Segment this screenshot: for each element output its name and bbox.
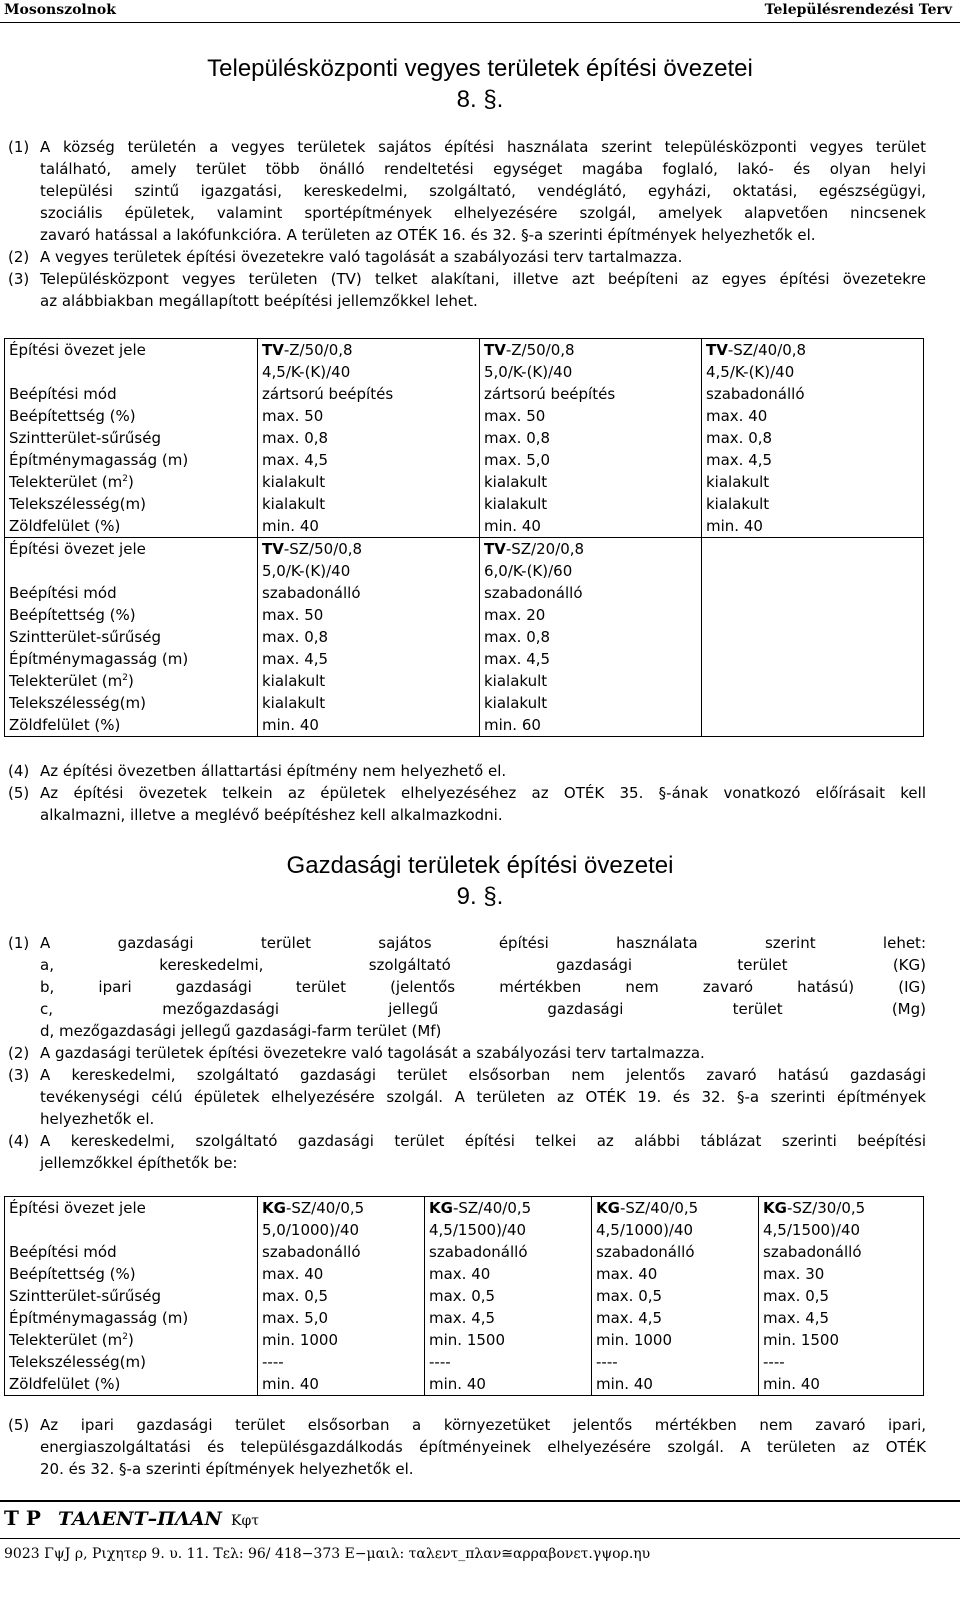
zone-column	[480, 339, 702, 538]
zone-code-rest: -SZ/40/0,5	[619, 1199, 699, 1217]
row-label: Telekterület $(m^2)$	[9, 672, 134, 690]
section1-paragraph-sign: 8. §.	[456, 86, 504, 113]
zone-value: max. 50	[262, 606, 324, 624]
paragraph-line: települési szintű igazgatási, kereskedelmi, szolgáltató, vendéglátó, egyházi, oktatási, egészségügyi,	[40, 182, 926, 200]
zone-code-rest: -SZ/30/0,5	[786, 1199, 866, 1217]
row-label: Beépítettség (%)	[9, 407, 136, 425]
table-row	[5, 339, 924, 538]
header-rule	[0, 22, 960, 23]
zone-code	[596, 1197, 758, 1219]
paragraph-number: (3)	[8, 270, 30, 288]
paragraph-number: (2)	[8, 248, 30, 266]
paragraph-line: helyezhetők el.	[40, 1110, 155, 1128]
paragraph-line: zavaró hatással a lakófunkcióra. A területen az OTÉK 16. és 32. §-a szerinti építmények helyezhetők el.	[40, 226, 816, 244]
paragraph-line: tevékenységi célú épületek elhelyezésére szolgál. A területen az OTÉK 19. és 32. §-a szerinti építmények	[40, 1088, 926, 1106]
zone-prefix: TV	[706, 341, 728, 359]
zone-value: kialakult	[484, 495, 548, 513]
paragraph-line: b, ipari gazdasági terület (jelentős mértékben nem zavaró hatású) (IG)	[40, 978, 926, 996]
row-label: Beépítési mód	[9, 385, 117, 403]
section1-after-paragraphs	[8, 760, 926, 826]
zone-column	[258, 1197, 425, 1396]
zone-value: kialakult	[484, 672, 548, 690]
paragraph-number: (2)	[8, 1044, 30, 1062]
footer-address: 9023 ΓψJ ρ, Ριχητερ 9. υ. 11. Τελ: 96/ 418−373 Ε−μαιλ: ταλεντ_πλαν≅αρραβονετ.γψορ.ηυ	[4, 1546, 651, 1562]
zone-value: max. 30	[763, 1265, 825, 1283]
section1-paragraphs	[8, 136, 926, 312]
zone-prefix: TV	[262, 341, 284, 359]
zone-value: min. 1000	[596, 1331, 672, 1349]
zone-value: ----	[262, 1353, 284, 1371]
label-column	[5, 538, 258, 737]
paragraph-number: (3)	[8, 1066, 30, 1084]
zone-value: ----	[596, 1353, 618, 1371]
paragraph-line: Az építési övezetek telkein az épületek elhelyezéséhez az OTÉK 35. §-ának vonatkozó előírásait kell	[40, 784, 926, 802]
paragraph-line: az alábbiakban megállapított beépítési jellemzőkkel lehet.	[40, 292, 478, 310]
paragraph-line: A község területén a vegyes területek sajátos építési használata szerint településközponti vegyes terület	[40, 138, 926, 156]
zone-value: zártsorú beépítés	[484, 385, 616, 403]
section1-title: Településközponti vegyes területek építési övezetei	[207, 55, 753, 82]
row-label: Beépítettség (%)	[9, 606, 136, 624]
zone-prefix: TV	[262, 540, 284, 558]
zone-value: zártsorú beépítés	[262, 385, 394, 403]
table-row	[5, 1197, 924, 1396]
paragraph-line: A gazdasági területek építési övezetekre való tagolását a szabályozási terv tartalmazza.	[40, 1044, 705, 1062]
zone-value: max. 40	[429, 1265, 491, 1283]
zone-value: szabadonálló	[262, 1243, 361, 1261]
zone-value: max. 4,5	[262, 451, 329, 469]
zone-column	[258, 339, 480, 538]
zone-value: max. 50	[262, 407, 324, 425]
zone-code-rest: -SZ/50/0,8	[283, 540, 363, 558]
paragraph	[8, 1042, 926, 1064]
row-label: Beépítési mód	[9, 1243, 117, 1261]
table-row	[5, 538, 924, 737]
zone-value: min. 1000	[262, 1331, 338, 1349]
zone-value: kialakult	[484, 694, 548, 712]
zone-column	[592, 1197, 759, 1396]
paragraph-line: Az ipari gazdasági terület elsősorban a környezetüket jelentős mértékben nem zavaró ipari,	[40, 1416, 926, 1434]
zone-code-rest: -SZ/20/0,8	[505, 540, 585, 558]
zone-prefix: TV	[484, 540, 506, 558]
row-label	[9, 361, 257, 383]
zone-value: max. 0,8	[706, 429, 773, 447]
zone-value: min. 40	[484, 517, 541, 535]
paragraph	[8, 1130, 926, 1174]
paragraph-line: Településközpont vegyes területen (TV) telket alakítani, illetve azt beépíteni az egyes építési övezetekre	[40, 270, 926, 288]
zone-code	[763, 1197, 923, 1219]
zone-value: min. 1500	[763, 1331, 839, 1349]
zone-prefix: KG	[262, 1199, 286, 1217]
zone-value: max. 40	[706, 407, 768, 425]
zone-value: kialakult	[484, 473, 548, 491]
zone-value: min. 40	[262, 716, 319, 734]
paragraph-line: 20. és 32. §-a szerinti építmények helyezhetők el.	[40, 1460, 414, 1478]
zone-code-line2: 4,5/1500)/40	[763, 1221, 861, 1239]
zone-value: kialakult	[262, 473, 326, 491]
zone-code-rest: -Z/50/0,8	[283, 341, 353, 359]
zone-value: max. 50	[484, 407, 546, 425]
paragraph	[8, 136, 926, 246]
paragraph-line: Az építési övezetben állattartási építmény nem helyezhető el.	[40, 762, 507, 780]
zone-value: min. 40	[763, 1375, 820, 1393]
zone-value: kialakult	[706, 473, 770, 491]
paragraph-line: A kereskedelmi, szolgáltató gazdasági terület építési telkei az alábbi táblázat szerinti beépítési	[40, 1132, 926, 1150]
zone-value: kialakult	[262, 495, 326, 513]
zone-value: szabadonálló	[262, 584, 361, 602]
zone-value: min. 40	[262, 1375, 319, 1393]
zone-value: max. 0,5	[429, 1287, 496, 1305]
paragraph-line: energiaszolgáltatási és településgazdálkodás építményeinek elhelyezésére szolgál. A területen az OTÉK	[40, 1438, 926, 1456]
paragraph	[8, 246, 926, 268]
paragraph-number: (4)	[8, 1132, 30, 1150]
row-label: Szintterület-sűrűség	[9, 628, 161, 646]
zone-value: szabadonálló	[596, 1243, 695, 1261]
row-label: Telekszélesség(m)	[9, 1353, 146, 1371]
zone-value: max. 4,5	[262, 650, 329, 668]
zone-prefix: TV	[484, 341, 506, 359]
paragraph-line: szociális épületek, valamint sportépítmények elhelyezésére szolgál, amelyek alapvetően nincsenek	[40, 204, 926, 222]
zone-prefix: KG	[596, 1199, 620, 1217]
footer-brand	[4, 1506, 259, 1530]
zone-value: max. 0,5	[596, 1287, 663, 1305]
paragraph-number: (4)	[8, 762, 30, 780]
zone-code-rest: -Z/50/0,8	[505, 341, 575, 359]
footer-rule-top	[0, 1500, 960, 1502]
paragraph	[8, 268, 926, 312]
zone-value: max. 4,5	[706, 451, 773, 469]
zone-column	[258, 538, 480, 737]
paragraph-line: A kereskedelmi, szolgáltató gazdasági terület elsősorban nem jelentős zavaró hatású gazdasági	[40, 1066, 926, 1084]
zone-code-line2: 5,0/K-(K)/40	[262, 562, 351, 580]
paragraph	[8, 782, 926, 826]
paragraph-line: jellemzőkkel építhetők be:	[40, 1154, 238, 1172]
zone-code	[429, 1197, 591, 1219]
zone-table-kg	[4, 1196, 924, 1396]
row-label: Zöldfelület (%)	[9, 517, 121, 535]
zone-value: kialakult	[262, 672, 326, 690]
row-label: Építménymagasság (m)	[9, 1309, 189, 1327]
row-label: Beépítettség (%)	[9, 1265, 136, 1283]
row-label: Szintterület-sűrűség	[9, 1287, 161, 1305]
zone-table-tv	[4, 338, 924, 737]
table2-wrapper	[4, 1196, 924, 1396]
header-left: Mosonszolnok	[4, 2, 116, 18]
zone-code-line2: 5,0/1000)/40	[262, 1221, 360, 1239]
row-label: Zöldfelület (%)	[9, 716, 121, 734]
zone-column	[480, 538, 702, 737]
zone-code-rest: -SZ/40/0,8	[727, 341, 807, 359]
zone-code	[262, 1197, 424, 1219]
company-logo: T P	[4, 1506, 41, 1530]
zone-code-line2: 4,5/K-(K)/40	[706, 363, 795, 381]
paragraph-number: (1)	[8, 138, 30, 156]
header-right: Településrendezési Terv	[764, 2, 952, 18]
zone-code	[706, 339, 923, 361]
zone-code-rest: -SZ/40/0,5	[285, 1199, 365, 1217]
zone-value: max. 4,5	[484, 650, 551, 668]
zone-code	[262, 339, 479, 361]
paragraph-line: A vegyes területek építési övezetekre való tagolását a szabályozási terv tartalmazza.	[40, 248, 683, 266]
row-label: Telekterület $(m^2)$	[9, 473, 134, 491]
section2-after-paragraphs	[8, 1414, 926, 1480]
footer-rule-bottom	[0, 1538, 960, 1539]
row-label	[9, 560, 257, 582]
zone-column	[425, 1197, 592, 1396]
zone-value: max. 5,0	[484, 451, 551, 469]
zone-code-line2: 6,0/K-(K)/60	[484, 562, 573, 580]
paragraph-number: (5)	[8, 1416, 30, 1434]
company-suffix: Κφτ	[231, 1513, 260, 1529]
zone-value: min. 40	[262, 517, 319, 535]
zone-value: max. 4,5	[763, 1309, 830, 1327]
paragraph-line: található, amely terület több önálló rendeltetési egységet magába foglaló, lakó- és olyan helyi	[40, 160, 926, 178]
paragraph	[8, 1414, 926, 1480]
paragraph-line: alkalmazni, illetve a meglévő beépítéshez kell alkalmazkodni.	[40, 806, 503, 824]
row-label: Építési övezet jele	[9, 1199, 146, 1217]
zone-value: ----	[429, 1353, 451, 1371]
row-label: Beépítési mód	[9, 584, 117, 602]
zone-value: max. 0,8	[262, 628, 329, 646]
zone-value: max. 0,8	[262, 429, 329, 447]
row-label	[9, 1219, 257, 1241]
zone-value: min. 60	[484, 716, 541, 734]
zone-code-line2: 4,5/K-(K)/40	[262, 363, 351, 381]
zone-value: min. 1500	[429, 1331, 505, 1349]
zone-value: max. 40	[262, 1265, 324, 1283]
row-label: Zöldfelület (%)	[9, 1375, 121, 1393]
zone-value: min. 40	[706, 517, 763, 535]
paragraph-line: a, kereskedelmi, szolgáltató gazdasági terület (KG)	[40, 956, 926, 974]
zone-code	[484, 339, 701, 361]
zone-value: max. 0,5	[763, 1287, 830, 1305]
row-label: Építési övezet jele	[9, 341, 146, 359]
table1-wrapper	[4, 338, 924, 737]
zone-value: szabadonálló	[706, 385, 805, 403]
zone-value: max. 0,8	[484, 429, 551, 447]
empty-cell	[702, 538, 924, 737]
zone-code-rest: -SZ/40/0,5	[452, 1199, 532, 1217]
zone-value: szabadonálló	[429, 1243, 528, 1261]
zone-value: ----	[763, 1353, 785, 1371]
row-label: Telekszélesség(m)	[9, 694, 146, 712]
paragraph-number: (5)	[8, 784, 30, 802]
section2-paragraphs	[8, 932, 926, 1174]
zone-value: max. 4,5	[429, 1309, 496, 1327]
label-column	[5, 1197, 258, 1396]
zone-value: max. 40	[596, 1265, 658, 1283]
zone-column	[759, 1197, 924, 1396]
zone-code-line2: 4,5/1500)/40	[429, 1221, 527, 1239]
zone-value: max. 0,5	[262, 1287, 329, 1305]
zone-value: szabadonálló	[484, 584, 583, 602]
row-label: Építési övezet jele	[9, 540, 146, 558]
zone-code-line2: 4,5/1000)/40	[596, 1221, 694, 1239]
zone-value: kialakult	[706, 495, 770, 513]
paragraph-line: c, mezőgazdasági jellegű gazdasági terület (Mg)	[40, 1000, 926, 1018]
zone-column	[702, 339, 924, 538]
zone-value: max. 20	[484, 606, 546, 624]
zone-prefix: KG	[429, 1199, 453, 1217]
paragraph-line: d, mezőgazdasági jellegű gazdasági-farm terület (Mf)	[40, 1022, 442, 1040]
row-label: Telekterület $(m^2)$	[9, 1331, 134, 1349]
row-label: Építménymagasság (m)	[9, 451, 189, 469]
label-column	[5, 339, 258, 538]
paragraph-number: (1)	[8, 934, 30, 952]
paragraph	[8, 760, 926, 782]
zone-value: min. 40	[429, 1375, 486, 1393]
zone-value: max. 5,0	[262, 1309, 329, 1327]
row-label: Szintterület-sűrűség	[9, 429, 161, 447]
zone-value: min. 40	[596, 1375, 653, 1393]
zone-value: max. 0,8	[484, 628, 551, 646]
section2-paragraph-sign: 9. §.	[456, 883, 504, 910]
section2-title: Gazdasági területek építési övezetei	[286, 852, 674, 879]
zone-code	[484, 538, 701, 560]
zone-value: szabadonálló	[763, 1243, 862, 1261]
zone-prefix: KG	[763, 1199, 787, 1217]
zone-value: kialakult	[262, 694, 326, 712]
paragraph	[8, 1064, 926, 1130]
row-label: Telekszélesség(m)	[9, 495, 146, 513]
zone-code-line2: 5,0/K-(K)/40	[484, 363, 573, 381]
zone-value: max. 4,5	[596, 1309, 663, 1327]
row-label: Építménymagasság (m)	[9, 650, 189, 668]
paragraph-line: A gazdasági terület sajátos építési használata szerint lehet:	[40, 934, 926, 952]
zone-code	[262, 538, 479, 560]
paragraph	[8, 932, 926, 1042]
company-name: ΤΑΛΕΝΤ–ΠΛΑΝ	[57, 1508, 222, 1530]
